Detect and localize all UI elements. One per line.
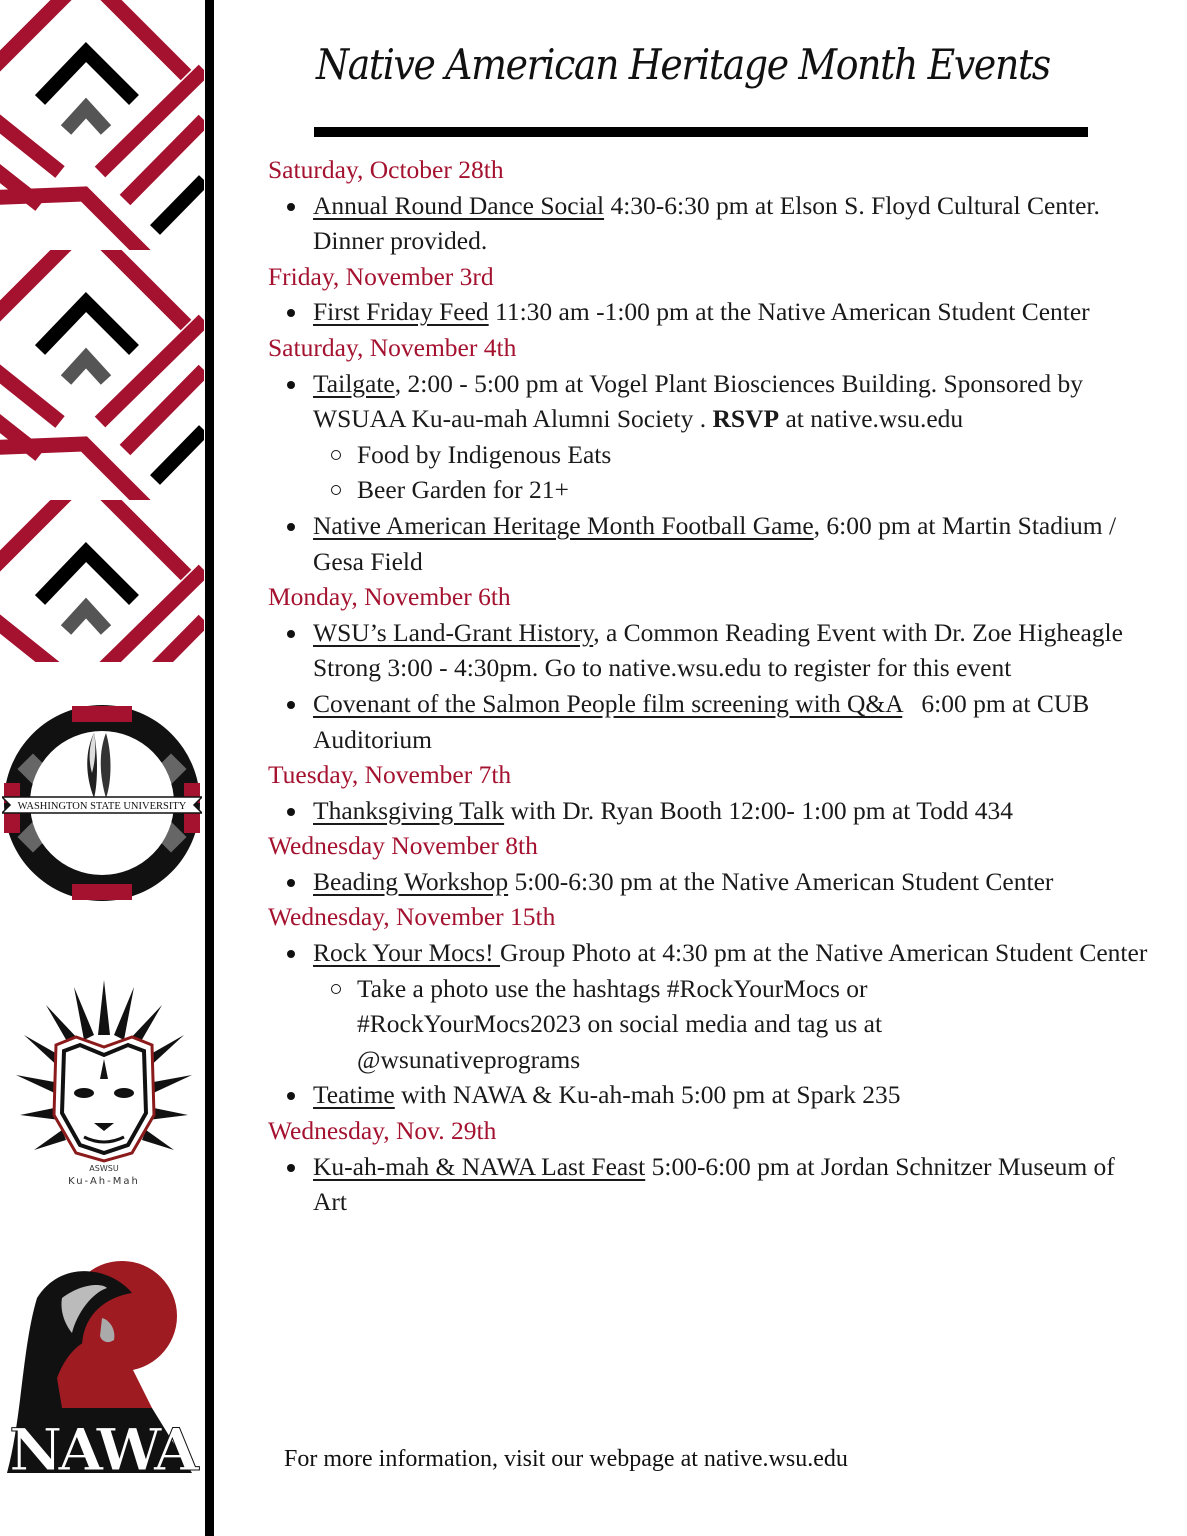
event-details: with Dr. Ryan Booth 12:00- 1:00 pm at Todd 434 <box>504 795 1013 825</box>
nawa-logo <box>2 1258 202 1483</box>
svg-text:WASHINGTON STATE UNIVERSITY: WASHINGTON STATE UNIVERSITY <box>17 801 187 812</box>
event-details: , a Common Reading Event with Dr. Zoe Higheagle Strong 3:00 - 4:30pm. Go to native.wsu.edu to register for this event <box>313 617 1123 683</box>
event-details: 6:00 pm at CUB Auditorium <box>313 688 1095 754</box>
sub-list-item: Food by Indigenous Eats <box>268 437 1148 473</box>
rsvp-label: RSVP <box>712 404 780 434</box>
footer-note: For more information, visit our webpage at native.wsu.edu <box>284 1446 848 1472</box>
title-rule <box>314 127 1088 137</box>
sub-list-item: Take a photo use the hashtags #RockYourMocs or #RockYourMocs2023 on social media and tag us at @wsunativeprograms <box>268 971 1148 1078</box>
event-link[interactable]: Covenant of the Salmon People film screening with Q&A <box>313 688 903 718</box>
event-details: 5:00-6:00 pm at Jordan Schnitzer Museum of Art <box>313 1151 1115 1217</box>
day-heading: Monday, November 6th <box>268 582 511 612</box>
event-details: with NAWA & Ku-ah-mah 5:00 pm at Spark 235 <box>394 1080 901 1110</box>
list-item <box>268 615 1148 686</box>
sub-list-item: Beer Garden for 21+ <box>268 472 1148 508</box>
event-details: 4:30-6:30 pm at Elson S. Floyd Cultural Center. Dinner provided. <box>313 190 1100 256</box>
events-list <box>268 152 1148 1220</box>
wsu-native-programs-logo <box>2 703 202 903</box>
list-item <box>268 793 1148 829</box>
svg-text:NAWA: NAWA <box>9 1416 195 1483</box>
list-item <box>268 508 1148 579</box>
event-link[interactable]: Beading Workshop <box>313 866 509 896</box>
event-details: , 6:00 pm at Martin Stadium / Gesa Field <box>313 510 1117 576</box>
svg-text:ASWSU: ASWSU <box>89 1164 119 1173</box>
event-details: , 2:00 - 5:00 pm at Vogel Plant Biosciences Building. Sponsored by WSUAA Ku-au-mah Alumni Society . <box>313 368 1084 434</box>
day-heading: Saturday, October 28th <box>268 155 504 184</box>
event-link[interactable]: First Friday Feed <box>313 297 489 327</box>
svg-text:Ku-Ah-Mah: Ku-Ah-Mah <box>68 1176 140 1187</box>
event-link[interactable]: Teatime <box>313 1080 395 1110</box>
event-details: 5:00-6:30 pm at the Native American Student Center <box>508 866 1054 896</box>
event-link[interactable]: Annual Round Dance Social <box>313 190 605 220</box>
list-item <box>268 188 1148 259</box>
event-link[interactable]: Rock Your Mocs! <box>313 938 501 968</box>
event-details: 11:30 am -1:00 pm at the Native American Student Center <box>488 297 1090 327</box>
day-heading: Friday, November 3rd <box>268 261 494 291</box>
page-title: Native American Heritage Month Events <box>316 40 1050 89</box>
list-item <box>268 1077 1148 1113</box>
list-item <box>268 1149 1148 1220</box>
chevron-pattern-icon <box>0 0 204 662</box>
list-item <box>268 294 1148 330</box>
event-link[interactable]: Ku-ah-mah & NAWA Last Feast <box>313 1151 646 1181</box>
event-link[interactable]: Native American Heritage Month Football Game <box>313 510 814 540</box>
day-heading: Wednesday November 8th <box>268 831 538 861</box>
event-link[interactable]: WSU’s Land-Grant History <box>313 617 594 647</box>
list-item <box>268 864 1148 900</box>
vertical-divider <box>205 0 214 1536</box>
day-heading: Wednesday, Nov. 29th <box>268 1116 497 1146</box>
event-link[interactable]: Tailgate <box>313 368 395 398</box>
day-heading: Saturday, November 4th <box>268 332 517 362</box>
event-link[interactable]: Thanksgiving Talk <box>313 795 505 825</box>
event-details-rsvp: at native.wsu.edu <box>779 404 964 434</box>
day-heading: Wednesday, November 15th <box>268 902 556 932</box>
left-decorative-panel <box>0 0 204 1536</box>
event-details: Group Photo at 4:30 pm at the Native American Student Center <box>500 938 1148 968</box>
aswsu-ku-ah-mah-logo <box>14 975 194 1190</box>
list-item <box>268 686 1148 757</box>
list-item <box>268 935 1148 971</box>
day-heading: Tuesday, November 7th <box>268 760 512 790</box>
list-item <box>268 366 1148 437</box>
